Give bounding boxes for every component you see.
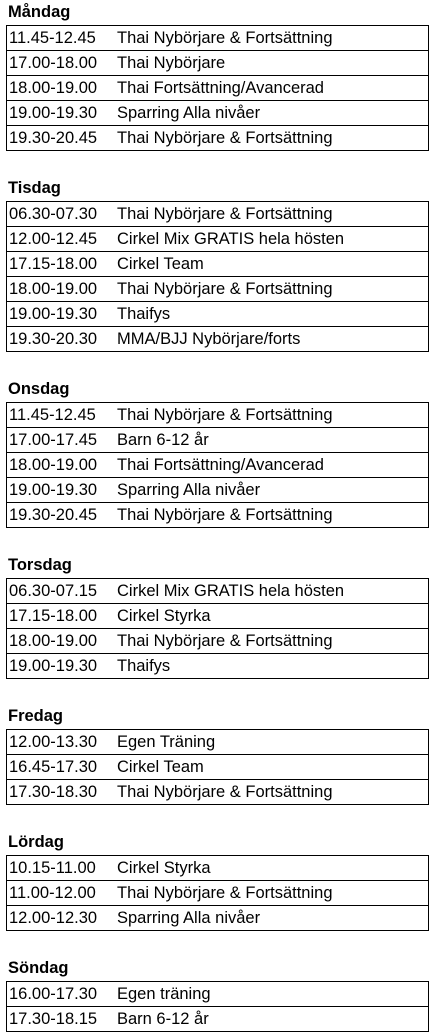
session-row [7,276,428,301]
session-time: 11.45-12.45 [9,406,96,424]
session-time: 12.00-12.45 [9,230,98,248]
session-activity: Cirkel Styrka [117,859,211,877]
session-activity: Sparring Alla nivåer [117,104,261,122]
session-time: 19.30-20.45 [9,506,98,524]
session-time: 12.00-13.30 [9,733,98,751]
session-activity: Thaifys [117,657,171,675]
session-row [7,880,428,905]
session-time: 11.45-12.45 [9,29,96,47]
session-row [7,603,428,628]
session-time: 18.00-19.00 [9,280,98,298]
session-activity: Thaifys [117,305,171,323]
session-time: 19.00-19.30 [9,481,98,499]
session-time: 17.30-18.30 [9,783,98,801]
session-row [7,326,428,351]
session-activity: Thai Nybörjare & Fortsättning [117,129,333,147]
day-spacer [0,352,434,377]
session-row [7,403,428,427]
session-time: 17.00-18.00 [9,54,98,72]
session-time: 17.15-18.00 [9,255,98,273]
session-time: 19.30-20.45 [9,129,98,147]
session-row [7,730,428,754]
session-activity: Thai Nybörjare & Fortsättning [117,506,333,524]
session-row [7,502,428,527]
session-row [7,477,428,502]
session-activity: Sparring Alla nivåer [117,909,261,927]
session-time: 10.15-11.00 [9,859,96,877]
day-heading: Torsdag [8,556,72,574]
session-activity: Cirkel Team [117,255,204,273]
session-time: 12.00-12.30 [9,909,98,927]
session-row [7,26,428,50]
session-activity: Barn 6-12 år [117,431,209,449]
session-time: 16.45-17.30 [9,758,98,776]
session-time: 17.15-18.00 [9,607,98,625]
session-time: 19.00-19.30 [9,305,98,323]
session-table [6,25,429,151]
session-activity: Thai Nybörjare & Fortsättning [117,205,333,223]
day-spacer [0,151,434,176]
day-block [0,553,434,704]
session-table [6,855,429,931]
session-table [6,578,429,679]
session-activity: Egen Träning [117,733,216,751]
session-activity: Thai Fortsättning/Avancerad [117,79,324,97]
session-row [7,125,428,150]
session-activity: Thai Fortsättning/Avancerad [117,456,324,474]
session-time: 06.30-07.30 [9,205,98,223]
session-row [7,579,428,603]
session-time: 17.00-17.45 [9,431,98,449]
session-time: 11.00-12.00 [9,884,96,902]
session-activity: Thai Nybörjare & Fortsättning [117,783,333,801]
session-table [6,201,429,352]
session-time: 06.30-07.15 [9,582,98,600]
session-row [7,301,428,326]
day-spacer [0,679,434,704]
session-time: 19.00-19.30 [9,104,98,122]
session-time: 18.00-19.00 [9,632,98,650]
session-time: 19.00-19.30 [9,657,98,675]
day-spacer [0,528,434,553]
day-heading: Måndag [8,3,71,21]
session-activity: Thai Nybörjare & Fortsättning [117,884,333,902]
session-activity: Cirkel Team [117,758,204,776]
session-row [7,50,428,75]
session-activity: Cirkel Styrka [117,607,211,625]
session-activity: Sparring Alla nivåer [117,481,261,499]
session-table [6,981,429,1032]
session-activity: Egen träning [117,985,211,1003]
session-time: 19.30-20.30 [9,330,98,348]
day-block [0,830,434,956]
day-heading: Fredag [8,707,64,725]
day-heading: Lördag [8,833,64,851]
session-row [7,251,428,276]
session-time: 17.30-18.15 [9,1010,98,1028]
day-block [0,956,434,1032]
day-spacer [0,931,434,956]
session-time: 18.00-19.00 [9,456,98,474]
session-table [6,402,429,528]
day-block [0,704,434,830]
day-block [0,377,434,553]
session-row [7,754,428,779]
session-time: 18.00-19.00 [9,79,98,97]
session-row [7,202,428,226]
session-row [7,100,428,125]
day-block [0,0,434,176]
session-row [7,452,428,477]
session-activity: Cirkel Mix GRATIS hela hösten [117,230,345,248]
session-row [7,226,428,251]
session-row [7,905,428,930]
session-row [7,982,428,1006]
session-activity: Thai Nybörjare & Fortsättning [117,406,333,424]
session-row [7,856,428,880]
session-activity: Thai Nybörjare & Fortsättning [117,632,333,650]
day-heading: Onsdag [8,380,70,398]
session-activity: Barn 6-12 år [117,1010,209,1028]
session-row [7,1006,428,1031]
session-row [7,628,428,653]
day-heading: Tisdag [8,179,61,197]
day-block [0,176,434,377]
session-table [6,729,429,805]
day-spacer [0,805,434,830]
day-heading: Söndag [8,959,69,977]
session-row [7,75,428,100]
session-activity: Thai Nybörjare [117,54,226,72]
session-activity: Thai Nybörjare & Fortsättning [117,280,333,298]
session-activity: MMA/BJJ Nybörjare/forts [117,330,301,348]
session-activity: Cirkel Mix GRATIS hela hösten [117,582,345,600]
session-activity: Thai Nybörjare & Fortsättning [117,29,333,47]
session-row [7,427,428,452]
session-row [7,779,428,804]
session-row [7,653,428,678]
session-time: 16.00-17.30 [9,985,98,1003]
